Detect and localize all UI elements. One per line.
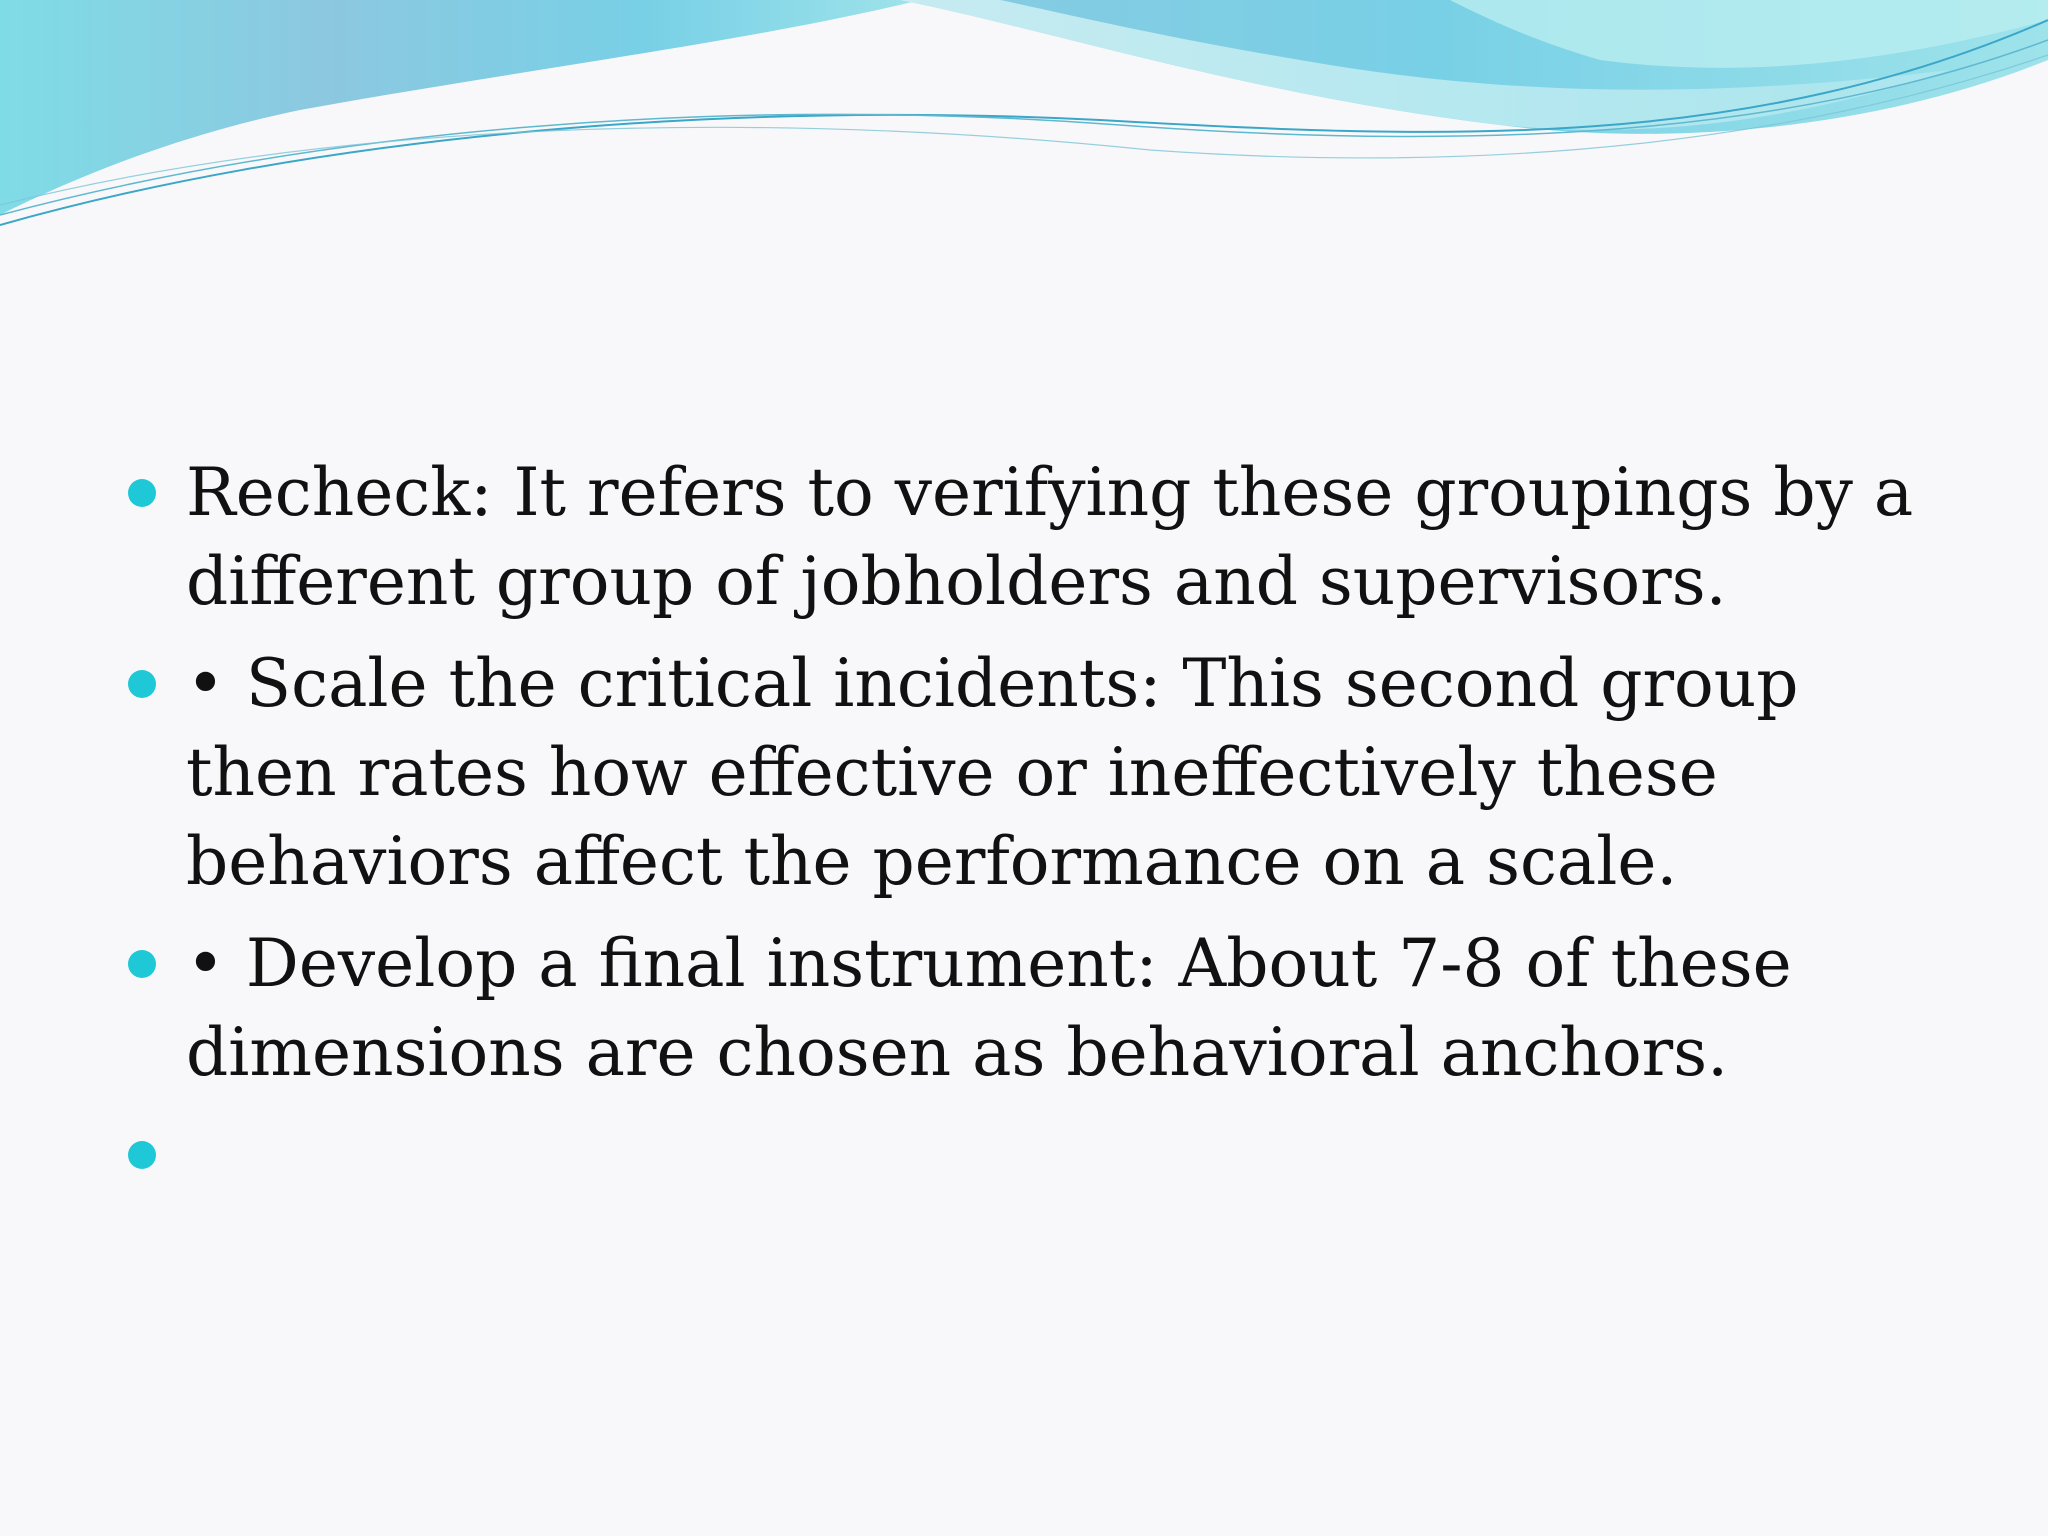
bullet-list	[128, 448, 1928, 1199]
bullet-text: • Develop a final instrument: About 7-8 of these dimensions are chosen as behavioral anchors.	[186, 925, 1792, 1091]
bullet-item-recheck	[128, 448, 1928, 626]
bullet-item-develop	[128, 919, 1928, 1097]
decorative-wave-header	[0, 0, 2048, 240]
bullet-dot-icon	[128, 670, 156, 698]
bullet-dot-icon	[128, 1141, 156, 1169]
bullet-dot-icon	[128, 950, 156, 978]
slide-content	[128, 448, 1928, 1212]
bullet-text: Recheck: It refers to verifying these groupings by a different group of jobholders and supervisors.	[186, 454, 1914, 620]
bullet-item-scale	[128, 639, 1928, 906]
bullet-dot-icon	[128, 479, 156, 507]
bullet-item-empty	[128, 1110, 1928, 1199]
bullet-text: • Scale the critical incidents: This second group then rates how effective or ineffectively these behaviors affect the performance on a scale.	[186, 645, 1799, 900]
